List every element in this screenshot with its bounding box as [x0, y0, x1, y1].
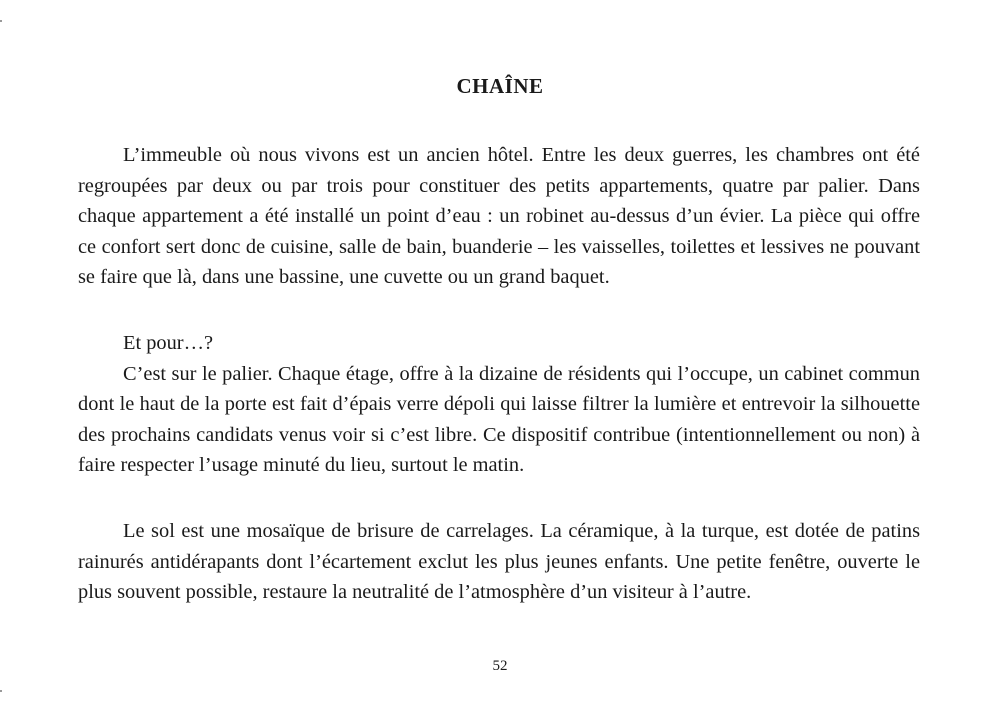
- text-block: [78, 140, 920, 293]
- page-edge-mark: [0, 690, 2, 692]
- paragraph: Et pour…?: [123, 332, 214, 354]
- paragraph: L’immeuble où nous vivons est un ancien hôtel. Entre les deux guerres, les chambres ont été regroupées par deux ou par trois pour constituer des petits appartements, quatre par palier. Dans chaque appartement a été installé un point d’eau : un robinet au-dessus d’un évier. La pièce qui offre ce confort sert donc de cuisine, salle de bain, buanderie – les vaisselles, toilettes et lessives ne pouvant se faire que là, dans une bassine, une cuvette ou un grand baquet.: [78, 144, 920, 289]
- page-number: 52: [492, 658, 508, 674]
- text-block: [78, 328, 920, 481]
- page-edge-mark: [0, 20, 2, 22]
- paragraph: C’est sur le palier. Chaque étage, offre à la dizaine de résidents qui l’occupe, un cabinet commun dont le haut de la porte est fait d’épais verre dépoli qui laisse filtrer la lumière et entrevoir la silhouette des prochains candidats venus voir si c’est libre. Ce dispositif contribue (intentionnellement ou non) à faire respecter l’usage minuté du lieu, surtout le matin.: [78, 362, 920, 477]
- paragraph: Le sol est une mosaïque de brisure de carrelages. La céramique, à la turque, est dotée de patins rainurés antidérapants dont l’écartement exclut les plus jeunes enfants. Une petite fenêtre, ouverte le plus souvent possible, restaure la neutralité de l’atmosphère d’un visiteur à l’autre.: [78, 520, 920, 604]
- chapter-title: CHAÎNE: [456, 74, 544, 98]
- text-block: [78, 516, 920, 608]
